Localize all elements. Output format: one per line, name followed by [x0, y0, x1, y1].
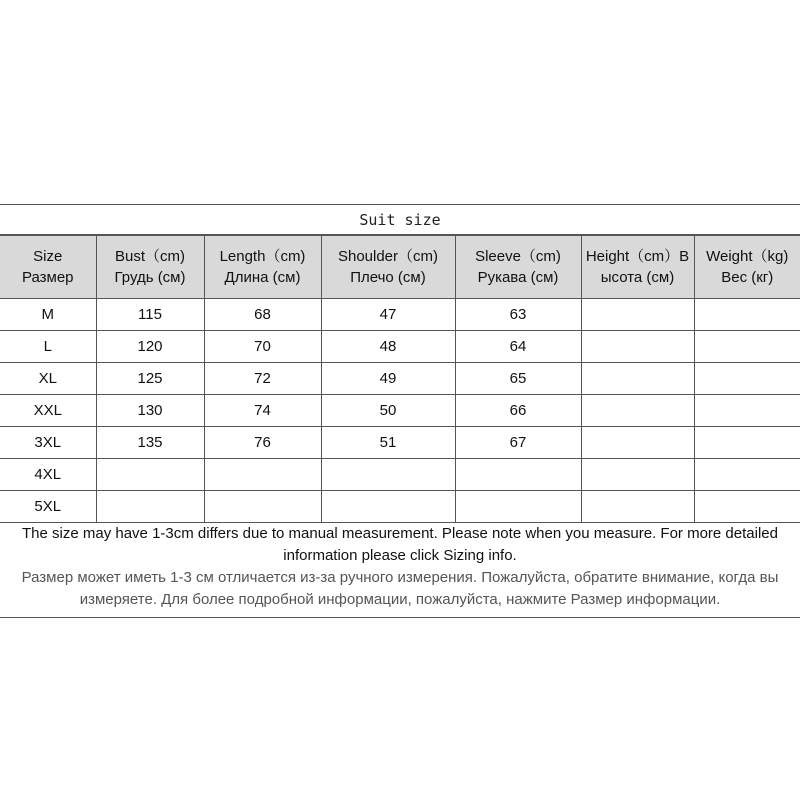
cell-weight [694, 491, 800, 523]
table-row [0, 363, 800, 395]
cell-sleeve: 65 [455, 363, 581, 395]
cell-weight [694, 395, 800, 427]
cell-weight [694, 363, 800, 395]
header-shoulder [321, 236, 455, 299]
header-bust [96, 236, 204, 299]
cell-bust: 135 [96, 427, 204, 459]
cell-length: 76 [204, 427, 321, 459]
table-row [0, 395, 800, 427]
cell-shoulder: 51 [321, 427, 455, 459]
note-russian: Размер может иметь 1-3 см отличается из-за ручного измерения. Пожалуйста, обратите внимание, когда вы измеряете. Для более подробной информации, пожалуйста, нажмите Размер информации. [21, 569, 779, 608]
cell-size: 5XL [0, 491, 96, 523]
header-sleeve [455, 236, 581, 299]
cell-length: 74 [204, 395, 321, 427]
header-height-ru: ысота (см) [600, 269, 675, 286]
table-row [0, 299, 800, 331]
header-height [581, 236, 694, 299]
cell-bust [96, 491, 204, 523]
cell-height [581, 427, 694, 459]
header-weight-en: Weight（kg) [706, 248, 789, 265]
size-chart [0, 204, 800, 618]
cell-shoulder: 50 [321, 395, 455, 427]
cell-length: 72 [204, 363, 321, 395]
cell-sleeve: 64 [455, 331, 581, 363]
cell-size: M [0, 299, 96, 331]
cell-sleeve: 67 [455, 427, 581, 459]
header-bust-en: Bust（cm) [114, 248, 185, 265]
cell-bust: 120 [96, 331, 204, 363]
cell-bust: 115 [96, 299, 204, 331]
header-size [0, 236, 96, 299]
cell-bust: 130 [96, 395, 204, 427]
header-size-en: Size [33, 248, 63, 265]
header-weight [694, 236, 800, 299]
cell-shoulder: 47 [321, 299, 455, 331]
cell-size: XL [0, 363, 96, 395]
cell-size: L [0, 331, 96, 363]
header-weight-ru: Вес (кг) [721, 269, 774, 286]
header-height-en: Height（cm）B [585, 248, 690, 265]
cell-length [204, 459, 321, 491]
cell-size: XXL [0, 395, 96, 427]
cell-height [581, 459, 694, 491]
cell-shoulder [321, 459, 455, 491]
cell-height [581, 331, 694, 363]
header-sleeve-en: Sleeve（cm) [475, 248, 561, 265]
cell-height [581, 491, 694, 523]
cell-length [204, 491, 321, 523]
cell-sleeve: 66 [455, 395, 581, 427]
header-length-en: Length（cm) [219, 248, 306, 265]
table-row [0, 491, 800, 523]
chart-title: Suit size [0, 204, 800, 235]
cell-shoulder: 49 [321, 363, 455, 395]
header-sleeve-ru: Рукава (см) [477, 269, 559, 286]
cell-sleeve [455, 491, 581, 523]
header-shoulder-ru: Плечо (см) [350, 269, 426, 286]
table-row [0, 331, 800, 363]
note-english: The size may have 1-3cm differs due to manual measurement. Please note when you measure. For more detailed information please click Sizing info. [22, 525, 778, 564]
cell-sleeve [455, 459, 581, 491]
cell-size: 4XL [0, 459, 96, 491]
cell-bust: 125 [96, 363, 204, 395]
measurement-note [0, 523, 800, 618]
cell-weight [694, 459, 800, 491]
cell-shoulder: 48 [321, 331, 455, 363]
cell-height [581, 299, 694, 331]
header-length-ru: Длина (см) [224, 269, 301, 286]
header-bust-ru: Грудь (см) [114, 269, 186, 286]
table-header-row [0, 236, 800, 299]
table-row [0, 427, 800, 459]
cell-weight [694, 427, 800, 459]
cell-weight [694, 331, 800, 363]
header-length [204, 236, 321, 299]
table-row [0, 459, 800, 491]
cell-bust [96, 459, 204, 491]
cell-weight [694, 299, 800, 331]
cell-height [581, 395, 694, 427]
cell-size: 3XL [0, 427, 96, 459]
cell-height [581, 363, 694, 395]
cell-shoulder [321, 491, 455, 523]
cell-sleeve: 63 [455, 299, 581, 331]
size-table [0, 235, 800, 523]
header-shoulder-en: Shoulder（cm) [337, 248, 439, 265]
cell-length: 70 [204, 331, 321, 363]
header-size-ru: Размер [21, 269, 74, 286]
cell-length: 68 [204, 299, 321, 331]
